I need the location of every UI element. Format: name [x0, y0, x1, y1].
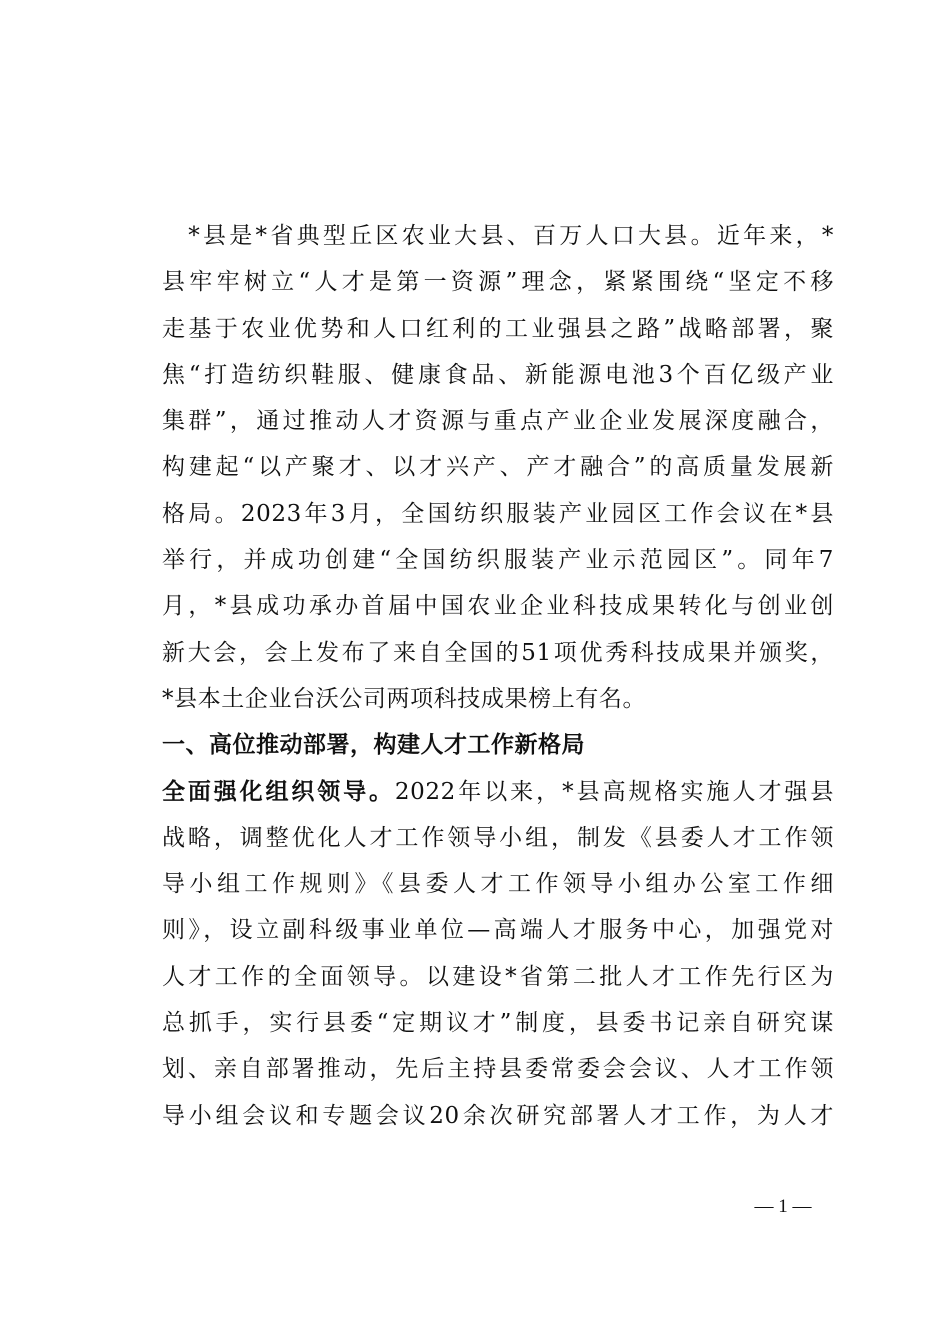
paragraph-lead: 全面强化组织领导。: [162, 778, 395, 805]
paragraph-line: 导小组会议和专题会议20余次研究部署人才工作，为人才: [162, 1102, 834, 1129]
paragraph-line: *县本土企业台沃公司两项科技成果榜上有名。: [162, 685, 647, 712]
paragraph-line: 新大会，会上发布了来自全国的51项优秀科技成果并颁奖，: [162, 639, 834, 666]
paragraph-line: 则》，设立副科级事业单位—高端人才服务中心，加强党对: [162, 917, 834, 944]
paragraph-line: *县是*省典型丘区农业大县、百万人口大县。近年来，*: [162, 223, 834, 249]
paragraph-line: 焦“打造纺织鞋服、健康食品、新能源电池3个百亿级产业: [162, 361, 834, 388]
section-paragraph: [162, 769, 834, 1139]
paragraph-line: 县牢牢树立“人才是第一资源”理念，紧紧围绕“坚定不移: [162, 269, 834, 296]
paragraph-line: 构建起“以产聚才、以才兴产、产才融合”的高质量发展新: [162, 454, 834, 481]
paragraph-line: 导小组工作规则》《县委人才工作领导小组办公室工作细: [162, 871, 834, 898]
intro-paragraph: [162, 213, 834, 722]
paragraph-line: 总抓手，实行县委“定期议才”制度，县委书记亲自研究谋: [162, 1010, 834, 1037]
section-heading: 一、高位推动部署，构建人才工作新格局: [162, 732, 585, 759]
paragraph-line: 人才工作的全面领导。以建设*省第二批人才工作先行区为: [162, 963, 834, 990]
paragraph-line: 战略，调整优化人才工作领导小组，制发《县委人才工作领: [162, 824, 834, 851]
paragraph-first-line: [162, 769, 834, 815]
paragraph-line: 月，*县成功承办首届中国农业企业科技成果转化与创业创: [162, 593, 834, 620]
paragraph-line: 集群”，通过推动人才资源与重点产业企业发展深度融合，: [162, 408, 834, 435]
paragraph-line: 走基于农业优势和人口红利的工业强县之路”战略部署，聚: [162, 315, 834, 342]
page-number: — 1 —: [754, 1196, 812, 1217]
paragraph-line: 划、亲自部署推动，先后主持县委常委会会议、人才工作领: [162, 1056, 834, 1083]
document-body: [162, 213, 834, 1139]
paragraph-first-line-text: 2022年以来，*县高规格实施人才强县: [394, 778, 835, 805]
paragraph-line: 格局。2023年3月，全国纺织服装产业园区工作会议在*县: [162, 500, 834, 527]
paragraph-line: 举行，并成功创建“全国纺织服装产业示范园区”。同年7: [162, 547, 834, 574]
